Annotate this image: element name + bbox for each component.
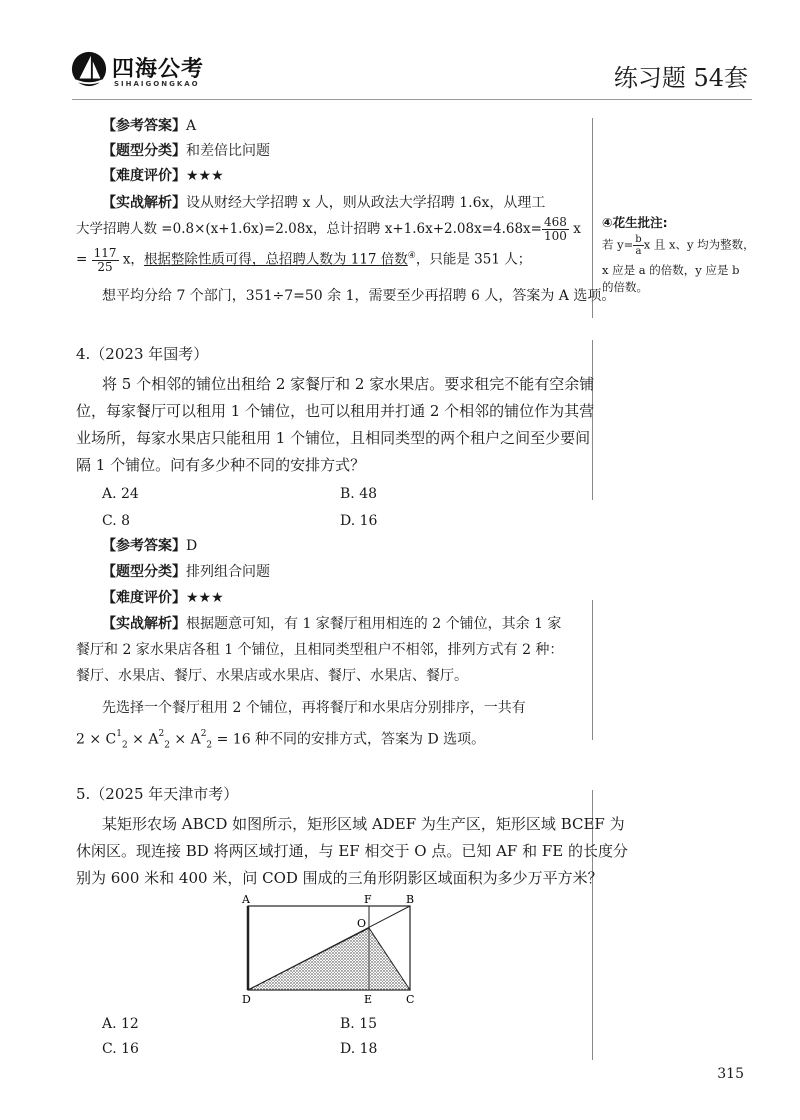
side-note-line: x 应是 a 的倍数，y 应是 b [602,263,740,277]
fraction: $\frac{468}{100}$ [544,215,567,243]
analysis-formula: $2 \times C^1_2 \times A^2_2 \times A^2_2 = 16$ 种不同的安排方式，答案为 D 选项。 [76,729,486,751]
fraction: $\frac{117}{25}$ [93,245,117,274]
header-divider [72,99,752,100]
margin-rule [592,600,593,740]
label-a: A [242,893,250,906]
option-a: A. 24 [102,486,139,502]
difficulty-row: 【难度评价】★★★ [102,168,224,184]
analysis-line: = $\frac{117}{25}$ x，根据整除性质可得，总招聘人数为 117 倍数④，只能是 351 人； [76,245,532,274]
question-text: 业场所，每家水果店只能租用 1 个铺位，且相同类型的两个租户之间至少要间 [76,429,591,447]
logo-subtext: SIHAIGONGKAO [114,80,200,88]
option-d: D. 18 [340,1041,378,1057]
side-note-line: 的倍数。 [602,280,648,294]
label-o: O [357,917,367,930]
question-text: 隔 1 个铺位。问有多少种不同的安排方式？ [76,456,366,474]
option-c: C. 16 [102,1041,139,1057]
label-c: C [406,993,415,1006]
logo-text: 四海公考 [112,57,205,82]
page-header-title: 练习题 54套 [613,64,748,92]
label-f: F [364,893,372,906]
option-b: B. 15 [340,1016,378,1032]
sail-logo-icon [70,50,108,88]
answer-row: 【参考答案】D [102,538,198,554]
rectangle-farm-figure [236,892,426,1007]
brand-logo [70,46,210,96]
analysis-line: 【实战解析】设从财经大学招聘 x 人，则从政法大学招聘 1.6x，从理工 [102,195,546,211]
underlined-note-ref: 根据整除性质可得，总招聘人数为 117 倍数 [143,251,408,268]
analysis-line: 餐厅、水果店、餐厅、水果店或水果店、餐厅、水果店、餐厅。 [76,668,468,684]
analysis-line: 想平均分给 7 个部门，351÷7=50 余 1，需要至少再招聘 6 人，答案为 A 选项。 [102,288,616,304]
shaded-triangle-cod [248,928,410,990]
page-number: 315 [717,1066,744,1082]
label-d: D [242,993,251,1006]
option-d: D. 16 [340,513,378,529]
option-c: C. 8 [102,513,131,529]
fraction: $\frac{b}{a}$ [635,234,642,257]
analysis-line: 大学招聘人数 =0.8×(x+1.6x)=2.08x，总计招聘 x+1.6x+2.08x=4.68x= $\frac{468}{100}$ x [76,215,581,243]
question-text: 别为 600 米和 400 米，问 COD 围成的三角形阴影区域面积为多少万平方米？ [76,869,603,887]
analysis-line: 【实战解析】根据题意可知，有 1 家餐厅租用相连的 2 个铺位，其余 1 家 [102,616,562,632]
label-b: B [406,893,415,906]
option-a: A. 12 [102,1016,139,1032]
question-heading: 4.（2023 年国考） [76,345,209,363]
side-note-line: 若 y= $\frac{b}{a}$ x 且 x、y 均为整数， [602,234,755,257]
question-text: 休闲区。现连接 BD 将两区域打通，与 EF 相交于 O 点。已知 AF 和 FE 的长度分 [76,842,628,860]
question-text: 位，每家餐厅可以租用 1 个铺位，也可以租用并打通 2 个相邻的铺位作为其营 [76,402,595,420]
type-row: 【题型分类】排列组合问题 [102,564,270,580]
analysis-line: 先选择一个餐厅租用 2 个铺位，再将餐厅和水果店分别排序，一共有 [102,700,526,716]
question-heading: 5.（2025 年天津市考） [76,785,239,803]
analysis-line: 餐厅和 2 家水果店各租 1 个铺位，且相同类型租户不相邻，排列方式有 2 种： [76,642,564,658]
side-note-title: ④花生批注: [602,215,668,230]
answer-row: 【参考答案】A [102,118,197,134]
option-b: B. 48 [340,486,378,502]
label-e: E [364,993,373,1006]
difficulty-row: 【难度评价】★★★ [102,590,224,606]
question-text: 某矩形农场 ABCD 如图所示，矩形区域 ADEF 为生产区，矩形区域 BCEF 为 [102,815,625,833]
type-row: 【题型分类】和差倍比问题 [102,143,270,159]
question-text: 将 5 个相邻的铺位出租给 2 家餐厅和 2 家水果店。要求租完不能有空余铺 [102,375,595,393]
